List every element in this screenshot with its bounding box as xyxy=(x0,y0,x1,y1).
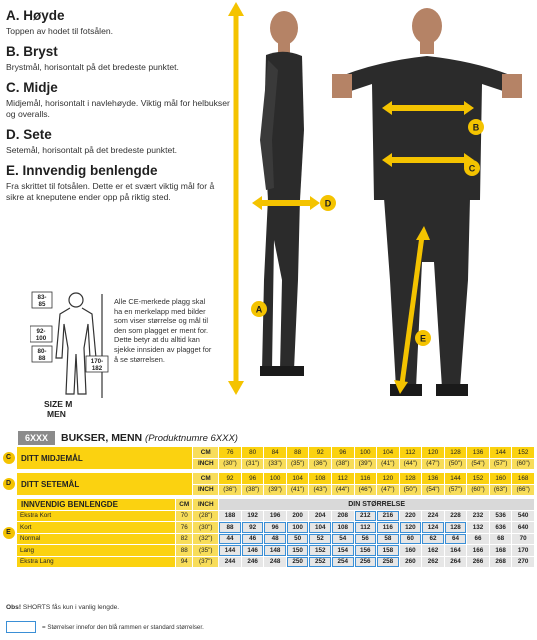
size-cell: 246 xyxy=(241,556,264,568)
side-model xyxy=(260,11,304,376)
size-cell: 158 xyxy=(377,545,400,557)
unit-cm: CM xyxy=(193,473,219,485)
unit-inch: INCH xyxy=(193,484,219,496)
legend-text: = Størrelser innefor den blå rammen er standard størrelser. xyxy=(42,623,204,631)
row-badge xyxy=(1,499,17,568)
seat-cm-value: 92 xyxy=(219,473,242,485)
seat-cm-value: 96 xyxy=(241,473,264,485)
size-cell: 212 xyxy=(354,510,377,522)
size-cell: 250 xyxy=(286,556,309,568)
size-cell: 112 xyxy=(354,522,377,534)
size-cell: 44 xyxy=(219,533,242,545)
size-cell: 56 xyxy=(354,533,377,545)
waist-cm-value: 152 xyxy=(512,447,535,459)
inseam-inch: (32") xyxy=(193,533,219,545)
footnote-text: SHORTS fås kun i vanlig lengde. xyxy=(22,604,120,611)
inseam-name: Kort xyxy=(17,522,176,534)
size-cell: 196 xyxy=(264,510,287,522)
waist-inch-value: (36") xyxy=(309,458,332,470)
size-cell: 536 xyxy=(489,510,512,522)
guide-title: A. Høyde xyxy=(6,8,65,23)
waist-inch-value: (39") xyxy=(354,458,377,470)
waist-cm-row xyxy=(1,447,535,459)
waist-inch-value: (57") xyxy=(489,458,512,470)
seat-inch-value: (63") xyxy=(489,484,512,496)
size-cell: 60 xyxy=(399,533,422,545)
waist-cm-value: 128 xyxy=(444,447,467,459)
seat-cm-value: 100 xyxy=(264,473,287,485)
waist-inch-value: (41") xyxy=(377,458,400,470)
seat-inch-value: (57") xyxy=(444,484,467,496)
tag-gender: MEN xyxy=(47,409,66,419)
badge-e: E xyxy=(3,527,15,539)
waist-cm-value: 96 xyxy=(331,447,354,459)
inseam-cm: 70 xyxy=(176,510,193,522)
waist-cm-value: 100 xyxy=(354,447,377,459)
seat-inch-value: (36") xyxy=(219,484,242,496)
guide-waist xyxy=(6,80,234,120)
size-cell: 244 xyxy=(219,556,242,568)
seat-cm-value: 144 xyxy=(444,473,467,485)
size-cell: 248 xyxy=(264,556,287,568)
size-cell: 148 xyxy=(264,545,287,557)
seat-cm-value: 128 xyxy=(399,473,422,485)
size-cell: 258 xyxy=(377,556,400,568)
inseam-name: Lang xyxy=(17,545,176,557)
inseam-inch: (37") xyxy=(193,556,219,568)
seat-inch-value: (39") xyxy=(264,484,287,496)
waist-inch-value: (44") xyxy=(399,458,422,470)
size-table-body xyxy=(1,447,535,568)
marker-b-label: B xyxy=(472,122,480,133)
waist-cm-value: 136 xyxy=(467,447,490,459)
size-cell: 68 xyxy=(489,533,512,545)
guide-chest xyxy=(6,44,234,73)
seat-inch-value: (44") xyxy=(331,484,354,496)
size-cell: 266 xyxy=(467,556,490,568)
guide-title: B. Bryst xyxy=(6,44,58,59)
size-cell: 270 xyxy=(512,556,535,568)
size-cell: 170 xyxy=(512,545,535,557)
waist-inch-value: (50") xyxy=(444,458,467,470)
seat-cm-value: 108 xyxy=(309,473,332,485)
size-cell: 216 xyxy=(377,510,400,522)
size-cell: 188 xyxy=(219,510,242,522)
inseam-name: Normal xyxy=(17,533,176,545)
size-cell: 96 xyxy=(264,522,287,534)
size-cell: 200 xyxy=(286,510,309,522)
guide-title: D. Sete xyxy=(6,127,52,142)
seat-inch-value: (38") xyxy=(241,484,264,496)
size-cell: 50 xyxy=(286,533,309,545)
size-cell: 256 xyxy=(354,556,377,568)
size-cell: 640 xyxy=(512,522,535,534)
marker-c-label: C xyxy=(468,163,476,174)
size-cell: 64 xyxy=(444,533,467,545)
guide-title: E. Innvendig benlengde xyxy=(6,163,158,178)
size-cell: 540 xyxy=(512,510,535,522)
size-header: DIN STØRRELSE xyxy=(219,499,535,511)
size-table-area xyxy=(0,430,537,568)
tag-waist-1: 92- xyxy=(36,328,46,335)
footnote xyxy=(6,604,119,611)
seat-cm-value: 104 xyxy=(286,473,309,485)
product-title xyxy=(61,432,238,444)
footnote-bold: Obs! xyxy=(6,604,22,611)
seat-inch-value: (54") xyxy=(422,484,445,496)
size-cell: 204 xyxy=(309,510,332,522)
inseam-row xyxy=(1,510,535,522)
waist-cm-value: 76 xyxy=(219,447,242,459)
seat-inch-value: (46") xyxy=(354,484,377,496)
size-cell: 48 xyxy=(264,533,287,545)
waist-cm-value: 120 xyxy=(422,447,445,459)
unit-inch: INCH xyxy=(193,499,219,511)
tag-note: Alle CE-merkede plagg skal ha en merkelapp med bilder som viser størrelse og mål til den som plagget er ment for. Dette betyr at du alltid kan sjekke innsiden av plagget for å se størrelsen. xyxy=(114,297,212,364)
waist-cm-value: 104 xyxy=(377,447,400,459)
size-cell: 52 xyxy=(309,533,332,545)
waist-cm-value: 92 xyxy=(309,447,332,459)
size-table xyxy=(0,446,535,568)
legend-swatch xyxy=(6,621,36,633)
size-cell: 124 xyxy=(422,522,445,534)
size-cell: 166 xyxy=(467,545,490,557)
size-cell: 260 xyxy=(399,556,422,568)
size-cell: 152 xyxy=(309,545,332,557)
inseam-cm: 82 xyxy=(176,533,193,545)
size-cell: 46 xyxy=(241,533,264,545)
size-cell: 116 xyxy=(377,522,400,534)
size-cell: 220 xyxy=(399,510,422,522)
inseam-row xyxy=(1,545,535,557)
badge-d: D xyxy=(3,478,15,490)
size-cell: 58 xyxy=(377,533,400,545)
inseam-inch: (28") xyxy=(193,510,219,522)
waist-inch-value: (31") xyxy=(241,458,264,470)
guide-text: Toppen av hodet til fotsålen. xyxy=(6,26,114,36)
size-cell: 54 xyxy=(331,533,354,545)
waist-cm-value: 88 xyxy=(286,447,309,459)
unit-cm: CM xyxy=(193,447,219,459)
size-cell: 164 xyxy=(444,545,467,557)
tag-chest-1: 83- xyxy=(37,294,47,301)
size-cell: 120 xyxy=(399,522,422,534)
size-cell: 232 xyxy=(467,510,490,522)
seat-cm-value: 152 xyxy=(467,473,490,485)
guide-text: Fra skrittet til fotsålen. Dette er et svært viktig mål for å sikre at kneputene ender opp på riktig sted. xyxy=(6,181,215,202)
size-cell: 104 xyxy=(309,522,332,534)
size-cell: 268 xyxy=(489,556,512,568)
guide-inseam xyxy=(6,163,234,203)
waist-cm-value: 144 xyxy=(489,447,512,459)
legend xyxy=(6,621,204,633)
size-cell: 254 xyxy=(331,556,354,568)
seat-cm-value: 120 xyxy=(377,473,400,485)
size-cell: 92 xyxy=(241,522,264,534)
inseam-header-row xyxy=(1,499,535,511)
size-cell: 162 xyxy=(422,545,445,557)
inseam-row xyxy=(1,556,535,568)
size-cell: 208 xyxy=(331,510,354,522)
product-title-text: BUKSER, MENN xyxy=(61,432,143,444)
size-cell: 150 xyxy=(286,545,309,557)
marker-d-label: D xyxy=(324,198,332,209)
size-cell: 264 xyxy=(444,556,467,568)
inseam-name: Ekstra Kort xyxy=(17,510,176,522)
waist-label: DITT MIDJEMÅL xyxy=(17,447,193,470)
inseam-cm: 76 xyxy=(176,522,193,534)
guide-text: Brystmål, horisontalt på det bredeste punktet. xyxy=(6,62,179,72)
size-cell: 636 xyxy=(489,522,512,534)
inseam-name: Ekstra Lang xyxy=(17,556,176,568)
seat-inch-value: (50") xyxy=(399,484,422,496)
waist-inch-value: (60") xyxy=(512,458,535,470)
unit-cm: CM xyxy=(176,499,193,511)
size-cell: 62 xyxy=(422,533,445,545)
size-cell: 132 xyxy=(467,522,490,534)
seat-inch-value: (60") xyxy=(467,484,490,496)
model-illustration xyxy=(222,0,537,418)
marker-e-label: E xyxy=(419,333,427,344)
size-cell: 70 xyxy=(512,533,535,545)
size-cell: 252 xyxy=(309,556,332,568)
tag-chest-2: 85 xyxy=(38,301,46,308)
size-cell: 156 xyxy=(354,545,377,557)
model-photo xyxy=(222,0,537,418)
waist-cm-value: 112 xyxy=(399,447,422,459)
seat-cm-value: 168 xyxy=(512,473,535,485)
size-cell: 108 xyxy=(331,522,354,534)
tag-size: SIZE M xyxy=(44,399,73,409)
waist-inch-value: (33") xyxy=(264,458,287,470)
waist-inch-value: (47") xyxy=(422,458,445,470)
seat-cm-value: 116 xyxy=(354,473,377,485)
row-badge xyxy=(1,447,17,470)
size-cell: 262 xyxy=(422,556,445,568)
seat-cm-value: 136 xyxy=(422,473,445,485)
tag-size-label xyxy=(44,399,72,419)
size-cell: 154 xyxy=(331,545,354,557)
size-cell: 144 xyxy=(219,545,242,557)
marker-a-label: A xyxy=(255,304,263,315)
waist-inch-value: (54") xyxy=(467,458,490,470)
seat-inch-value: (41") xyxy=(286,484,309,496)
tag-waist-2: 100 xyxy=(35,335,47,342)
inseam-row xyxy=(1,522,535,534)
tag-height-1: 170- xyxy=(90,358,104,365)
waist-inch-value: (38") xyxy=(331,458,354,470)
measurement-guide xyxy=(6,8,234,210)
size-cell: 128 xyxy=(444,522,467,534)
waist-cm-value: 84 xyxy=(264,447,287,459)
product-code: 6XXX xyxy=(18,431,55,445)
inseam-inch: (35") xyxy=(193,545,219,557)
seat-cm-row xyxy=(1,473,535,485)
tag-hip-1: 80- xyxy=(37,348,47,355)
seat-label: DITT SETEMÅL xyxy=(17,473,193,496)
inseam-label: INNVENDIG BENLENGDE xyxy=(17,499,176,511)
waist-inch-value: (35") xyxy=(286,458,309,470)
size-cell: 146 xyxy=(241,545,264,557)
guide-text: Midjemål, horisontalt i navlehøyde. Viktig mål for helbukser og overalls. xyxy=(6,98,230,119)
tag-hip-2: 88 xyxy=(38,355,46,362)
size-cell: 160 xyxy=(399,545,422,557)
seat-inch-value: (47") xyxy=(377,484,400,496)
product-header xyxy=(0,430,537,446)
seat-inch-value: (43") xyxy=(309,484,332,496)
size-cell: 66 xyxy=(467,533,490,545)
row-badge xyxy=(1,473,17,496)
inseam-cm: 88 xyxy=(176,545,193,557)
inseam-inch: (30") xyxy=(193,522,219,534)
badge-c: C xyxy=(3,452,15,464)
size-cell: 228 xyxy=(444,510,467,522)
guide-title: C. Midje xyxy=(6,80,58,95)
guide-text: Setemål, horisontalt på det bredeste punktet. xyxy=(6,145,178,155)
inseam-cm: 94 xyxy=(176,556,193,568)
tag-height-2: 182 xyxy=(91,365,103,372)
seat-cm-value: 160 xyxy=(489,473,512,485)
size-cell: 224 xyxy=(422,510,445,522)
guide-seat xyxy=(6,127,234,156)
seat-inch-value: (66") xyxy=(512,484,535,496)
size-cell: 168 xyxy=(489,545,512,557)
waist-inch-value: (30") xyxy=(219,458,242,470)
unit-inch: INCH xyxy=(193,458,219,470)
guide-height xyxy=(6,8,234,37)
size-cell: 100 xyxy=(286,522,309,534)
product-subtitle: (Produktnumre 6XXX) xyxy=(145,433,238,444)
size-cell: 88 xyxy=(219,522,242,534)
inseam-row xyxy=(1,533,535,545)
seat-cm-value: 112 xyxy=(331,473,354,485)
size-cell: 192 xyxy=(241,510,264,522)
waist-cm-value: 80 xyxy=(241,447,264,459)
